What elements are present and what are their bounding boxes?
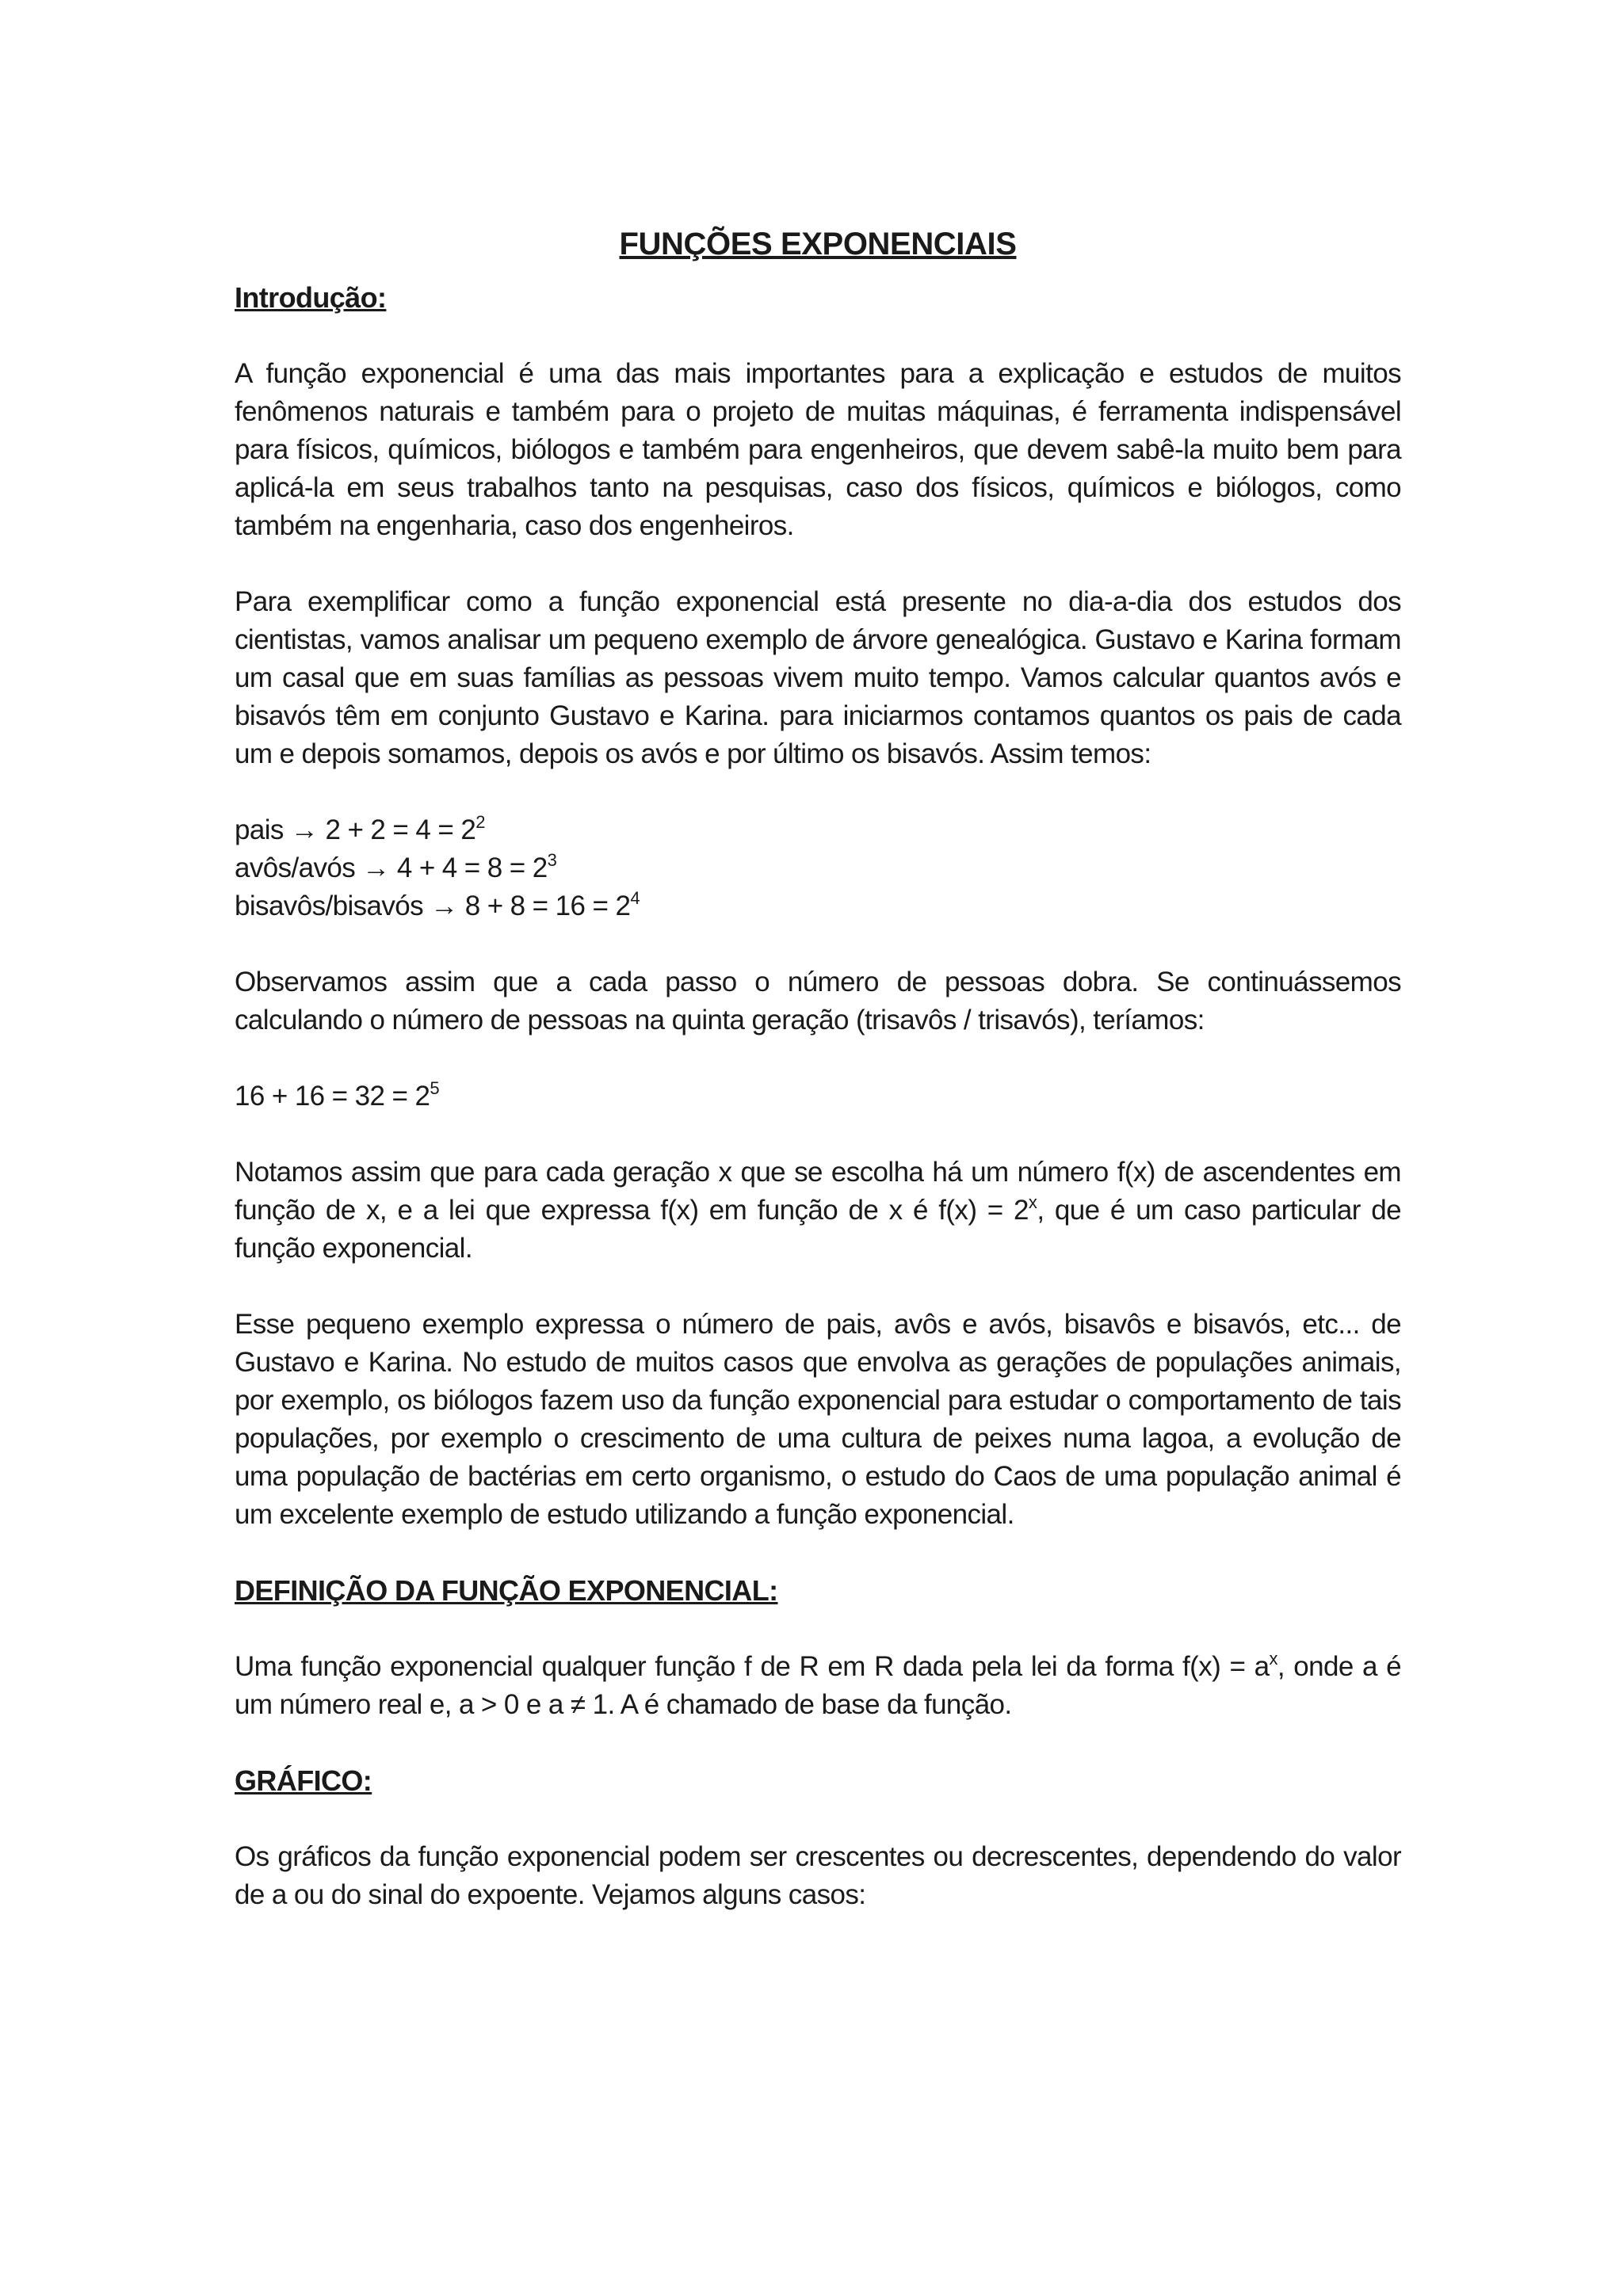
observation-paragraph: Observamos assim que a cada passo o número de pessoas dobra. Se continuássemos calculando o número de pessoas na quinta geração (trisavôs / trisavós), teríamos: xyxy=(235,967,1401,1035)
example-paragraph: Esse pequeno exemplo expressa o número de pais, avôs e avós, bisavôs e bisavós, etc... de Gustavo e Karina. No estudo de muitos casos que envolva as gerações de populações animais, por exemplo, os biólogos fazem uso da função exponencial para estudar o comportamento de tais populações, por exemplo o crescimento de uma cultura de peixes numa lagoa, a evolução de uma população de bactérias em certo organismo, o estudo do Caos de uma população animal é um excelente exemplo de estudo utilizando a função exponencial. xyxy=(235,1309,1401,1530)
graph-heading: GRÁFICO: xyxy=(235,1764,372,1797)
equation-avos: avôs/avós → $4 + 4 = 8 = 2^3$ xyxy=(235,850,557,883)
definition-heading: DEFINIÇÃO DA FUNÇÃO EXPONENCIAL: xyxy=(235,1574,778,1607)
equation-bisavos: bisavôs/bisavós → $8 + 8 = 16 = 2^4$ xyxy=(235,888,640,921)
equation-pais: pais → $2 + 2 = 4 = 2^2$ xyxy=(235,812,485,845)
document-page xyxy=(235,222,1401,1952)
document-title: FUNÇÕES EXPONENCIAIS xyxy=(619,227,1017,261)
definition-paragraph: Uma função exponencial qualquer função f de R em R dada pela lei da forma $f(x) = a^x$, onde a é um número real e, a > 0 e a ≠ 1. A é chamado de base da função. xyxy=(235,1649,1401,1720)
graph-paragraph: Os gráficos da função exponencial podem ser crescentes ou decrescentes, dependendo do valor de a ou do sinal do expoente. Vejamos alguns casos: xyxy=(235,1841,1401,1910)
intro-paragraph-2: Para exemplificar como a função exponencial está presente no dia-a-dia dos estudos dos cientistas, vamos analisar um pequeno exemplo de árvore genealógica. Gustavo e Karina formam um casal que em suas famílias as pessoas vivem muito tempo. Vamos calcular quantos avós e bisavós têm em conjunto Gustavo e Karina. para iniciarmos contamos quantos os pais de cada um e depois somamos, depois os avós e por último os bisavós. Assim temos: xyxy=(235,586,1401,769)
intro-heading: Introdução: xyxy=(235,281,387,314)
equation-trisavos: $16 + 16 = 32 = 2^5$ xyxy=(235,1078,439,1112)
generation-equations xyxy=(235,811,1401,925)
law-paragraph: Notamos assim que para cada geração x que se escolha há um número f(x) de ascendentes em função de x, e a lei que expressa f(x) em função de x é $f(x) = 2^x$, que é um caso particular de função exponencial. xyxy=(235,1157,1401,1264)
intro-paragraph-1: A função exponencial é uma das mais importantes para a explicação e estudos de muitos fenômenos naturais e também para o projeto de muitas máquinas, é ferramenta indispensável para físicos, químicos, biólogos e também para engenheiros, que devem sabê-la muito bem para aplicá-la em seus trabalhos tanto na pesquisas, caso dos físicos, químicos e biólogos, como também na engenharia, caso dos engenheiros. xyxy=(235,358,1401,541)
